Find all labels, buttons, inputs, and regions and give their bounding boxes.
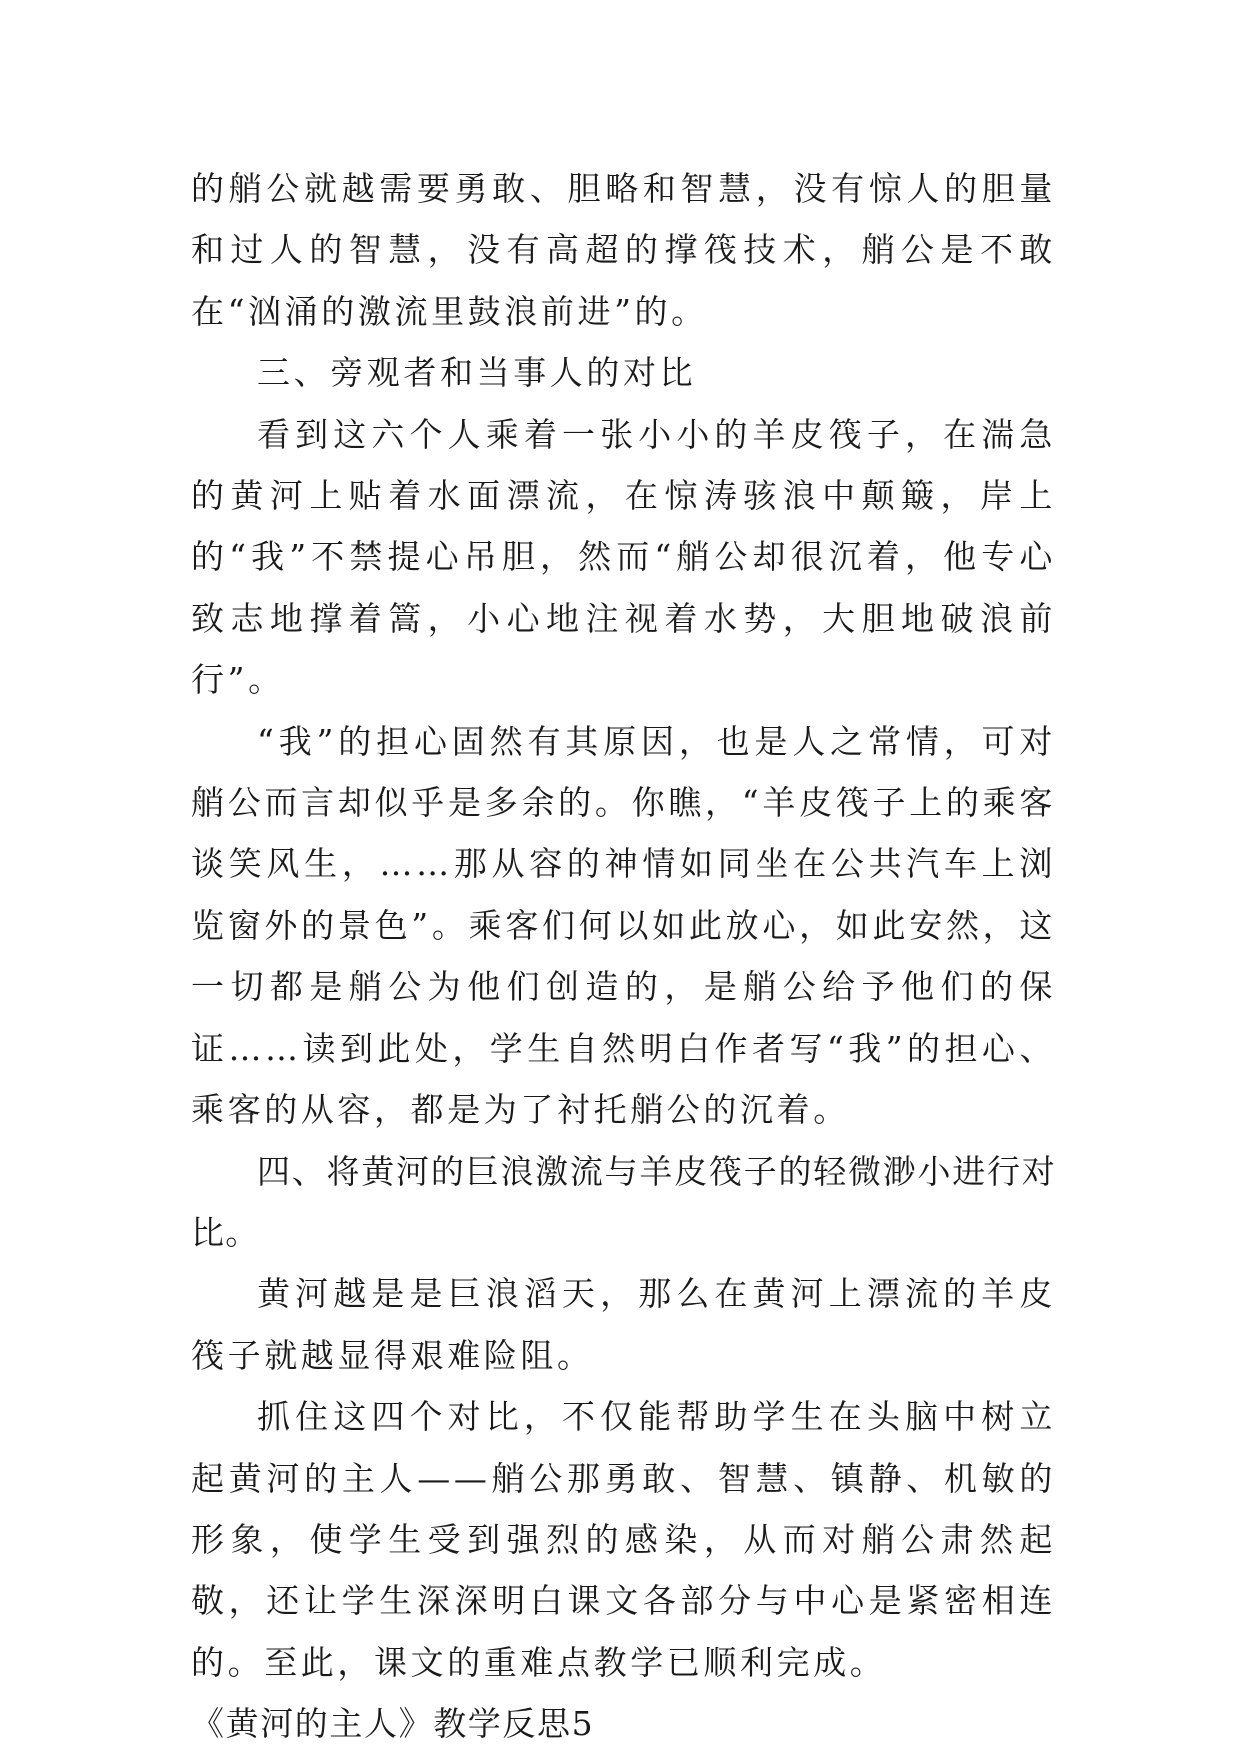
section-title: 《黄河的主人》教学反思5 [191,1704,595,1744]
paragraph-1: 的艄公就越需要勇敢、胆略和智慧，没有惊人的胆量和过人的智慧，没有高超的撑筏技术，艄公是不敢在“汹涌的激流里鼓浪前进”的。 [191,169,1056,331]
subheading-comparison-4: 四、将黄河的巨浪激流与羊皮筏子的轻微渺小进行对比。 [191,1151,1056,1252]
paragraph-4: “我”的担心固然有其原因，也是人之常情，可对艄公而言却似乎是多余的。你瞧，“羊皮筏子上的乘客谈笑风生，……那从容的神情如同坐在公共汽车上浏览窗外的景色”。乘客们何以如此放心，如此安然，这一切都是艄公为他们创造的，是艄公给予他们的保证……读到此处，学生自然明白作者写“我”的担心、乘客的从容，都是为了衬托艄公的沉着。 [191,721,1056,1130]
subheading-comparison-3: 三、旁观者和当事人的对比 [257,353,697,393]
paragraph-3: 看到这六个人乘着一张小小的羊皮筏子，在湍急的黄河上贴着水面漂流，在惊涛骇浪中颠簸，岸上的“我”不禁提心吊胆，然而“艄公却很沉着，他专心致志地撑着篙，小心地注视着水势，大胆地破浪前行”。 [191,414,1056,700]
document-body [191,158,1056,1755]
paragraph-7: 抓住这四个对比，不仅能帮助学生在头脑中树立起黄河的主人——艄公那勇敢、智慧、镇静、机敏的形象，使学生受到强烈的感染，从而对艄公肃然起敬，还让学生深深明白课文各部分与中心是紧密相连的。至此，课文的重难点教学已顺利完成。 [191,1397,1056,1682]
paragraph-6: 黄河越是是巨浪滔天，那么在黄河上漂流的羊皮筏子就越显得艰难险阻。 [191,1274,1056,1375]
